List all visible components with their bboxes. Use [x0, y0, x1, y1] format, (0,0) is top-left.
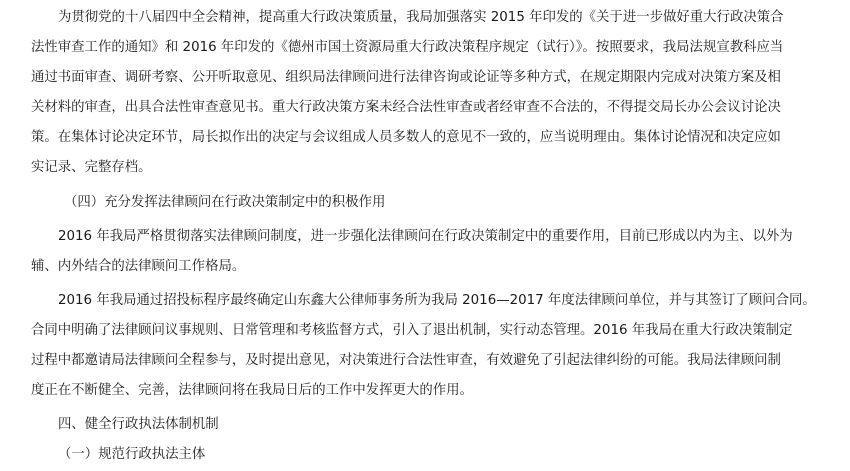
- paragraph-line: 2016 年我局通过招投标程序最终确定山东鑫大公律师事务所为我局 2016—2017 年度法律顾问单位，并与其签订了顾问合同。: [58, 293, 816, 308]
- paragraph-line: 策。在集体讨论决定环节，局长拟作出的决定与会议组成人员多数人的意见不一致的，应当说明理由。集体讨论情况和决定应如: [31, 130, 781, 145]
- paragraph-line: 法性审查工作的通知》和 2016 年印发的《德州市国土资源局重大行政决策程序规定（试行）》。按照要求，我局法规宣教科应当: [31, 40, 784, 55]
- paragraph-line: 过程中都邀请局法律顾问全程参与，及时提出意见，对决策进行合法性审查，有效避免了引起法律纠纷的可能。我局法律顾问制: [31, 353, 781, 368]
- paragraph-line: 度正在不断健全、完善，法律顾问将在我局日后的工作中发挥更大的作用。: [31, 383, 473, 398]
- section-heading: （四）充分发挥法律顾问在行政决策制定中的积极作用: [64, 195, 386, 210]
- paragraph-line: 合同中明确了法律顾问议事规则、日常管理和考核监督方式，引入了退出机制，实行动态管理。2016 年我局在重大行政决策制定: [31, 323, 793, 338]
- paragraph-line: 实记录、完整存档。: [31, 160, 152, 175]
- paragraph-line: 辅、内外结合的法律顾问工作格局。: [31, 259, 246, 274]
- paragraph-line: 2016 年我局严格贯彻落实法律顾问制度，进一步强化法律顾问在行政决策制定中的重要作用，目前已形成以内为主、以外为: [58, 229, 793, 244]
- subsection-heading: （一）规范行政执法主体: [58, 447, 206, 462]
- paragraph-line: 为贯彻党的十八届四中全会精神，提高重大行政决策质量，我局加强落实 2015 年印发的《关于进一步做好重大行政决策合: [58, 10, 784, 25]
- paragraph-line: 关材料的审查，出具合法性审查意见书。重大行政决策方案未经合法性审查或者经审查不合法的，不得提交局长办公会议讨论决: [31, 100, 781, 115]
- section-heading: 四、健全行政执法体制机制: [58, 417, 219, 432]
- paragraph-line: 通过书面审查、调研考察、公开听取意见、组织局法律顾问进行法律咨询或论证等多种方式，在规定期限内完成对决策方案及相: [31, 70, 781, 85]
